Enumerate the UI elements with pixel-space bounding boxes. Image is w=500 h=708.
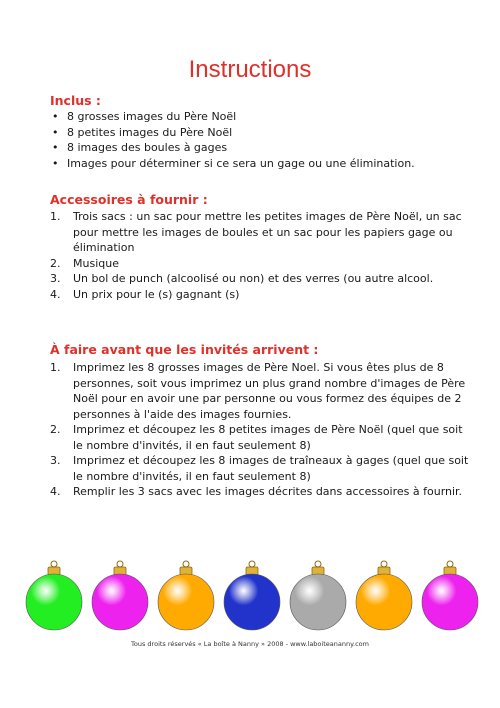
- list-number: 1.: [50, 210, 61, 223]
- section-heading-inclus: Inclus :: [50, 93, 101, 108]
- ornament-icon: [422, 561, 478, 630]
- ornament-icon: [356, 561, 412, 630]
- list-item: • 8 images des boules à gages: [50, 140, 475, 156]
- list-item-text: Imprimez et découpez les 8 petites images de Père Noël (quel que soit le nombre d'invités, il en faut seulement 8): [73, 423, 463, 452]
- avant-list: [50, 360, 475, 500]
- ornament-icon: [158, 561, 214, 630]
- ornament-icon: [224, 561, 280, 630]
- list-item-text: Un bol de punch (alcoolisé ou non) et des verres (ou autre alcool.: [73, 272, 434, 285]
- ornament-icon: [92, 561, 148, 630]
- list-number: 4.: [50, 485, 61, 498]
- section-heading-avant: À faire avant que les invités arrivent :: [50, 342, 319, 357]
- ornament-icon: [26, 561, 82, 630]
- list-item: [50, 256, 475, 272]
- list-number: 1.: [50, 361, 61, 374]
- list-item: [50, 271, 475, 287]
- list-item: [50, 209, 475, 256]
- list-item: [50, 287, 475, 303]
- ornament-row: [0, 555, 500, 635]
- list-item: • Images pour déterminer si ce sera un gage ou une élimination.: [50, 156, 475, 172]
- list-number: 3.: [50, 272, 61, 285]
- list-item-text: Musique: [73, 256, 119, 270]
- page-title: Instructions: [188, 56, 312, 83]
- list-item: • 8 petites images du Père Noël: [50, 125, 475, 141]
- list-item: [50, 422, 475, 453]
- list-number: 2.: [50, 423, 61, 436]
- footer-copyright: Tous droits réservés « La boîte à Nanny » 2008 - www.laboiteananny.com: [131, 640, 369, 648]
- list-number: 2.: [50, 256, 61, 270]
- list-number: 3.: [50, 454, 61, 467]
- list-item: • 8 grosses images du Père Noël: [50, 109, 475, 125]
- inclus-list: [50, 109, 475, 171]
- list-number: 4.: [50, 287, 61, 301]
- list-item-text: Trois sacs : un sac pour mettre les petites images de Père Noël, un sac pour mettre les images de boules et un sac pour les papiers gage ou élimination: [73, 210, 462, 254]
- section-heading-accessoires: Accessoires à fournir :: [50, 192, 208, 207]
- accessoires-list: [50, 209, 475, 302]
- list-item-text: Remplir les 3 sacs avec les images décrites dans accessoires à fournir.: [73, 485, 463, 498]
- list-item: [50, 484, 475, 500]
- list-item-text: Imprimez et découpez les 8 images de traîneaux à gages (quel que soit le nombre d'invités, il en faut seulement 8): [73, 454, 469, 483]
- ornament-icon: [290, 561, 346, 630]
- list-item-text: Imprimez les 8 grosses images de Père Noel. Si vous êtes plus de 8 personnes, soit vous imprimez un plus grand nombre d'images de Père Noël pour en avoir une par personne ou vous formez des équipes de 2 personnes à l'aide des images fournies.: [73, 361, 466, 421]
- list-item: [50, 453, 475, 484]
- list-item-text: Un prix pour le (s) gagnant (s): [73, 287, 240, 301]
- list-item: [50, 360, 475, 422]
